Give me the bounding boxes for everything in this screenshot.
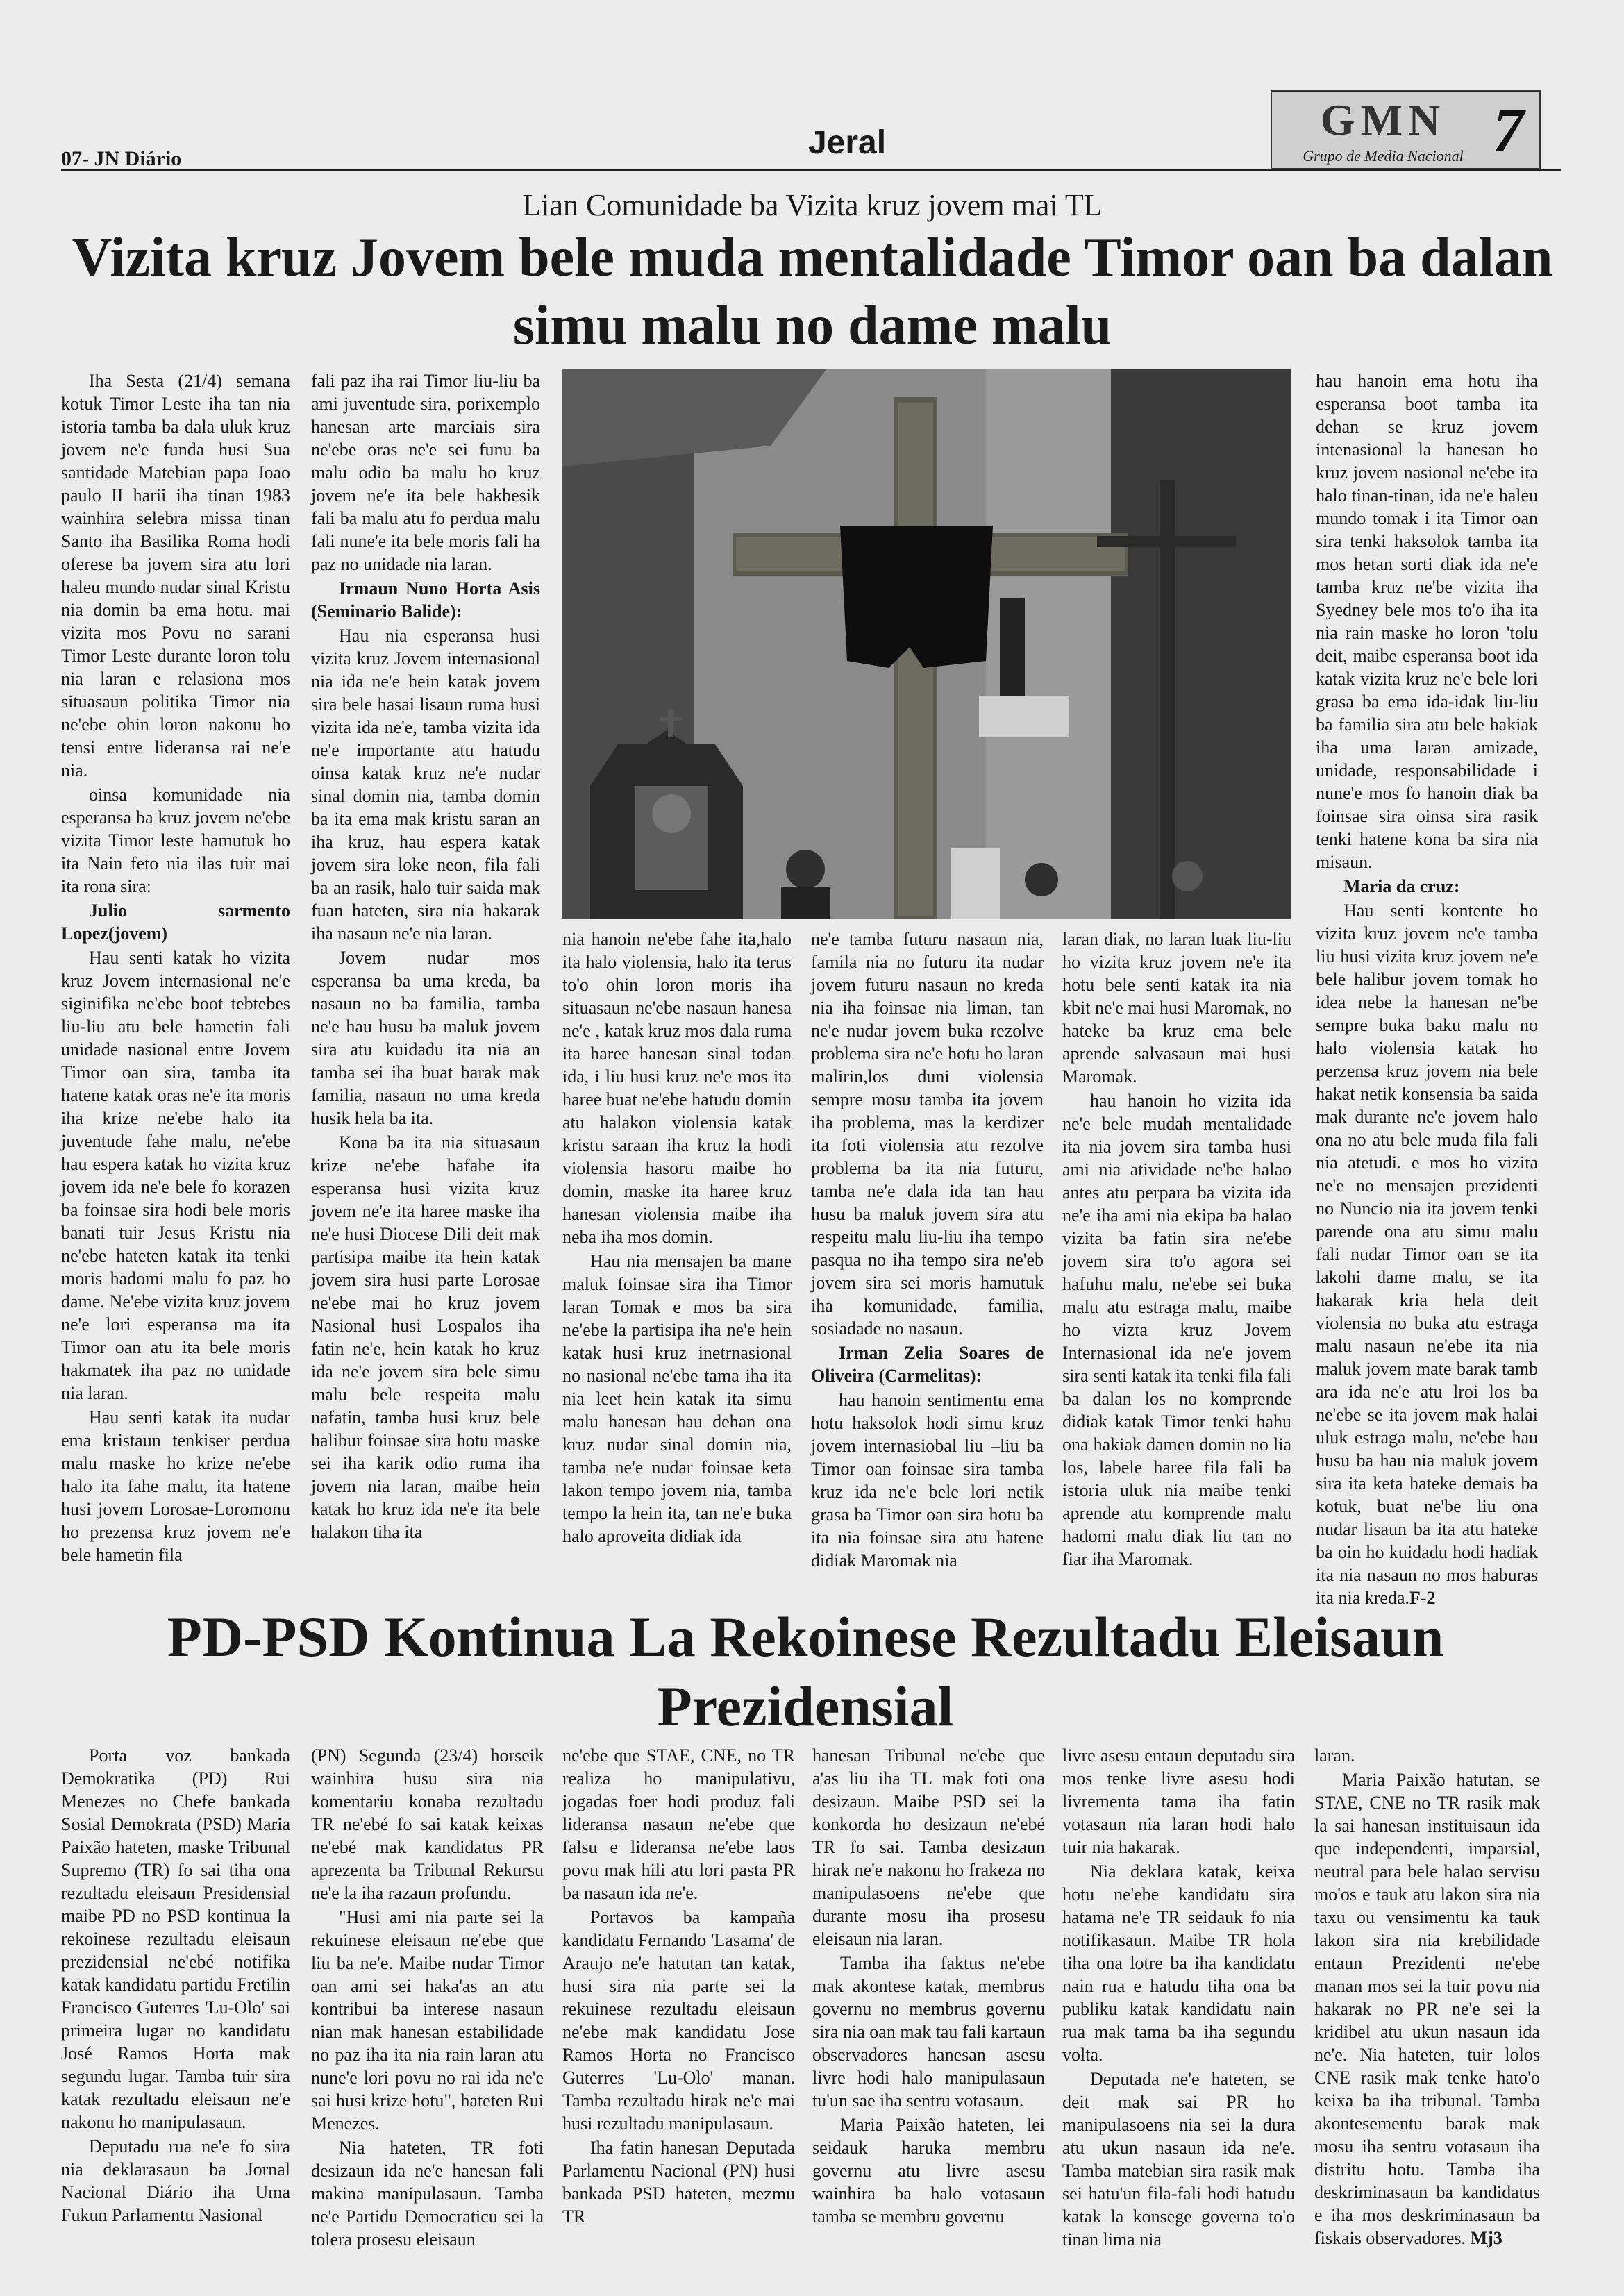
logo-subtitle: Grupo de Media Nacional (1303, 147, 1464, 165)
article1-column-4 (811, 928, 1044, 1573)
cross-photo (562, 369, 1291, 919)
paragraph: hau hanoin sentimentu ema hotu haksolok hodi simu kruz jovem internasiobal liu –liu ba Timor oan foinsae sira tamba kruz ida ne'e bele lori netik grasa ba Timor oan sira hotu ba ita nia foinsae sira atu hatene didiak Maromak nia (811, 1390, 1044, 1570)
paragraph: Nia hateten, TR foti desizaun ida ne'e hanesan fali makina manipulasaun. Tamba ne'e Partidu Democraticu sei la tolera prosesu eleisaun (311, 2138, 544, 2249)
paragraph: hau hanoin ho vizita ida ne'e bele mudah mentalidade ita nia jovem sira tamba husi ami nia atividade ne'be halao antes atu perpara ba vizita ida ne'e iha ami nia ekipa ba halao vizita ba fatin sira ne'ebe jovem sira to'o agora sei hafuhu malu, ne'ebe sei buka malu atu estraga malu, maibe ho vizta kruz Jovem Internasional ida ne'e jovem sira senti katak ita tenki fila fali ba dalan los no komprende didiak katak Timor tenki hahu ona hakiak damen domin no lia los, labele haree fila fali ba istoria uluk nia maibe tenki aprende atu komprende malu hadomi malu diak liu tan no fiar iha Maromak. (1062, 1091, 1291, 1569)
paragraph: Tamba iha faktus ne'ebe mak akontese katak, membrus governu no membrus governu sira nia oan mak tau fali kartaun observadores hanesan asesu livre hodi halo manipulasaun tu'un sae iha sentru votasaun. (812, 1953, 1045, 2111)
paragraph: fali paz iha rai Timor liu-liu ba ami juventude sira, porixemplo hanesan arte marciais sira ne'ebe oras ne'e sei funu ba malu odio ba malu ho kruz jovem ne'e ita bele hakbesik fali ba malu atu fo perdua malu fali nune'e ita bele moris fali ha paz no unidade nia laran. (311, 371, 540, 574)
article1-kicker: Lian Comunidade ba Vizita kruz jovem mai TL (522, 188, 1103, 222)
article1-column-5 (1062, 928, 1291, 1572)
article2-column-2 (311, 1744, 544, 2252)
article2-headline: PD-PSD Kontinua La Rekoinese Rezultadu Eleisaun Prezidensial (167, 1605, 1444, 1738)
paragraph-text: Maria Paixão hatutan, se STAE, CNE no TR rasik mak la sai hanesan instituisaun ida que independenti, imparsial, neutral para bele halao servisu mo'os e tauk atu lakon sira nia taxu ou vensimentu ka tauk lakon sira nia krebilidade entaun Prezidenti ne'ebe manan mos sei la tuir povu nia hakarak no PR ne'e sei la kridibel atu ukun nasaun ida ne'e. Nia hateten, tuir lolos CNE rasik mak tenke hato'o keixa ba iha tribunal. Tamba akontesementu barak mak mosu iha sentru votasaun iha distritu hotu. Tamba iha deskriminasaun ba kandidatus e iha mos deskriminasaun ba fiskais observadores. (1314, 1770, 1540, 2248)
paragraph: Hau nia esperansa husi vizita kruz Jovem internasional nia ida ne'e hein katak jovem sira bele hasai lisaun ruma husi vizita ida ne'e, tamba vizita ida ne'e importante atu hatudu oinsa katak kruz ne'e nudar sinal domin nia, tamba domin ba ita ema mak kristu saran an iha kruz, hau espera katak jovem sira loke neon, fila fali ba an rasik, halo tuir saida mak fuan hateten, sira nia hakarak iha nasaun ne'e nia laran. (311, 626, 540, 944)
paragraph: livre asesu entaun deputadu sira mos tenke livre asesu hodi livrementa tama iha fatin votasaun nia laran hodi halo tuir nia hakarak. (1062, 1745, 1295, 1857)
paragraph: Nia deklara katak, keixa hotu ne'ebe kandidatu sira hatama ne'e TR seidauk fo nia notifikasaun. Maibe TR hola tiha ona lotre ba iha kandidatu nain rua e hatudu tiha ona ba publiku katak kandidatu nain rua mak tama ba iha segundu volta. (1062, 1861, 1295, 2065)
byline: Irmaun Nuno Horta Asis (Seminario Balide): (311, 578, 540, 621)
article2-column-1 (61, 1744, 290, 2228)
paragraph: ne'e tamba futuru nasaun nia, famila nia no futuru ita nudar jovem futuru nasaun no kreda nia iha foinsae nia liman, tan ne'e nudar jovem buka rezolve problema sira ne'e hotu ho laran malirin,los duni violensia sempre mosu tamba ita jovem iha problema, mas la kerdizer ita foti violensia atu rezolve problema ba ita nia futuru, tamba ne'e dala ida tan hau husu ba maluk jovem sira atu respeitu malu liu-liu iha tempo pasqua no iha tempo sira ne'eb jovem sira sei moris hamutuk iha komunidade, familia, sosiadade no nasaun. (811, 929, 1044, 1339)
article1-headline: Vizita kruz Jovem bele muda mentalidade Timor oan ba dalan simu malu no dame malu (72, 227, 1553, 356)
logo-number: 7 (1493, 96, 1524, 165)
article1-column-3 (562, 928, 792, 1549)
paragraph: oinsa komunidade nia esperansa ba kruz jovem ne'ebe vizita Timor leste hamutuk ho ita Nain feto nia ilas tuir mai ita rona sira: (61, 785, 290, 896)
logo-text: GMN (1320, 95, 1446, 144)
cross-photo-image (562, 369, 1291, 919)
paragraph: laran diak, no laran luak liu-liu ho vizita kruz jovem ne'e ita hotu bele senti katak ita nia kbit ne'e mai husi Maromak, no hateke ba kruz ema bele aprende salvasaun mai husi Maromak. (1062, 929, 1291, 1087)
paragraph (1314, 1768, 1540, 2249)
article2-column-6 (1314, 1744, 1540, 2251)
paragraph: "Husi ami nia parte sei la rekuinese eleisaun ne'ebe que liu ba ne'e. Maibe nudar Timor oan ami sei haka'as an atu kontribui ba interese nasaun nian mak hanesan estabilidade no paz iha ita nia rain laran atu nune'e lori povu no rai ida ne'e sai husi krize hotu", hateten Rui Menezes. (311, 1907, 544, 2134)
paragraph: Kona ba ita nia situasaun krize ne'ebe hafahe ita esperansa husi vizita kruz jovem ne'e ita haree maske iha ne'e husi Diocese Dili deit mak partisipa maibe ita hein katak jovem sira husi parte Lorosae ne'ebe mai ho kruz jovem Nasional husi Lospalos iha fatin ne'e, hein katak ho kruz ida ne'e jovem sira bele simu malu bele respeita malu nafatin, tamba husi kruz bele halibur foinsae sira hotu maske sei iha karik odio ruma iha jovem nia laran, maibe hein katak ho kruz ida ne'e ita bele halakon tiha ita (311, 1132, 540, 1542)
paragraph: Iha fatin hanesan Deputada Parlamentu Nacional (PN) husi bankada PSD hateten, mezmu TR (562, 2138, 795, 2227)
page-label: 07- JN Diário (61, 147, 182, 170)
gmn-logo (1271, 90, 1541, 169)
article2-column-3 (562, 1744, 795, 2229)
paragraph (1316, 899, 1538, 1609)
article1-column-1 (61, 369, 290, 1568)
paragraph: Hau nia mensajen ba mane maluk foinsae sira iha Timor laran Tomak e mos ba sira ne'ebe la partisipa iha ne'e hein katak husi kruz inetrnasional no nasional ne'ebe tama iha ita nia leet hein katak ita simu malu hanesan hau dehan ona kruz nudar sinal domin nia, tamba ne'e nudar foinsae keta lakon tempo jovem nia, tamba tempo la hein ita, tan ne'e buka halo aproveita didiak ida (562, 1251, 792, 1546)
byline: Maria da cruz: (1343, 876, 1460, 896)
paragraph: hanesan Tribunal ne'ebe que a'as liu iha TL mak foti ona desizaun. Maibe PSD sei la konkorda ho desizaun ne'ebé TR fo sai. Tamba desizaun hirak ne'e nakonu ho frakeza no manipulasoens ne'ebe que durante mosu iha prosesu eleisaun nia laran. (812, 1745, 1045, 1949)
paragraph: Deputada ne'e hateten, se deit mak sai PR ho manipulasoens nia sei la dura atu ukun nasaun ida ne'e. Tamba matebian sira rasik mak sei hatu'un fila-fali hodi hatudu katak la konsege governa to'o tinan lima nia (1062, 2069, 1295, 2249)
paragraph: Iha Sesta (21/4) semana kotuk Timor Leste iha tan nia istoria tamba ba dala uluk kruz jovem ne'e funda husi Sua santidade Matebian papa Joao paulo II harii iha tinan 1983 wainhira selebra missa tinan Santo iha Basilika Roma hodi oferese ba jovem sira atu lori haleu mundo nudar sinal Kristu nia domin ba ema hotu. mai vizita mos Povu no sarani Timor Leste durante loron tolu nia laran e relasiona mos situasaun politika Timor nia ne'ebe ohin loron nakonu ho tensi entre lideransa rai ne'e nia. (61, 371, 290, 780)
paragraph: ne'ebe que STAE, CNE, no TR realiza ho manipulativu, jogadas foer hodi produz fali lideransa nasaun ne'ebe que falsu e lideransa ne'ebe laos povu mak hili atu lori pasta PR ba nasaun ida ne'e. (562, 1745, 795, 1903)
paragraph: Maria Paixão hateten, lei seidauk haruka membru governu atu livre asesu wainhira ba halo votasaun tamba se membru governu (812, 2115, 1045, 2227)
header-rule (61, 169, 1561, 171)
paragraph: (PN) Segunda (23/4) horseik wainhira husu sira nia komentariu konaba rezultadu TR ne'ebé fo sai katak keixas ne'ebé mak kandidatus PR aprezenta ba Tribunal Rekursu ne'e la iha razaun profundu. (311, 1745, 544, 1903)
paragraph: Jovem nudar mos esperansa ba uma kreda, ba nasaun no ba familia, tamba ne'e hau husu ba maluk jovem sira atu kuidadu ita nia an tamba sei iha buat barak mak familia, nasaun no uma kreda husik hela ba ita. (311, 948, 540, 1128)
article1-column-2 (311, 369, 540, 1545)
section-title: Jeral (807, 124, 887, 161)
byline: Julio sarmento Lopez(jovem) (61, 900, 290, 944)
article2-column-5 (1062, 1744, 1295, 2252)
paragraph: Deputadu rua ne'e fo sira nia deklarasaun ba Jornal Nacional Diário iha Uma Fukun Parlamentu Nasional (61, 2136, 290, 2225)
paragraph: hau hanoin ema hotu iha esperansa boot tamba ita dehan se kruz jovem intenasional la hanesan ho kruz jovem nasional ne'ebe ita halo tinan-tinan, ida ne'e haleu mundo tomak i ita Timor oan sira tenki haksolok tamba ita mos hetan sorti diak ida ne'e tamba kruz ne'be vizita iha Syedney bele mos to'o iha ita nia rain maske ho loron 'tolu deit, maibe esperansa boot ida katak vizita kruz ne'e bele lori grasa ba ema ida-idak liu-liu ba familia sira atu bele hakiak iha uma laran amizade, unidade, responsabilidade i nune'e mos fo hanoin diak ba foinsae sira oinsa sira rasik tenki hatene kona ba sira nia misaun. (1316, 371, 1538, 872)
paragraph: Porta voz bankada Demokratika (PD) Rui Menezes no Chefe bankada Sosial Demokrata (PSD) Maria Paixão hateten, maske Tribunal Supremo (TR) fo sai tiha ona rezultadu eleisaun Presidensial maibe PD no PSD kontinua la rekoinese rezultadu eleisaun prezidensial ne'ebé notifika katak kandidatu partidu Fretilin Francisco Guterres 'Lu-Olo' sai primeira lugar no kandidatu José Ramos Horta mak segundu lugar. Tamba tuir sira katak rezultadu eleisaun ne'e nakonu ho manipulasaun. (61, 1745, 290, 2132)
signoff: F-2 (1409, 1588, 1436, 1608)
paragraph: nia hanoin ne'ebe fahe ita,halo ita halo violensia, halo ita terus to'o ohin loron moris iha situasaun ne'ebe nasaun hanesa ne'e , katak kruz mos dala ruma ita haree hanesan sinal todan ida, i liu husi kruz ne'e mos ita haree buat ne'ebe hatudu domin atu halakon violensia katak kristu saraan iha kruz la hodi violensia hasoru maibe ho domin, maske ita haree kruz hanesan violensia maibe iha neba iha mos domin. (562, 929, 792, 1247)
byline: Irman Zelia Soares de Oliveira (Carmelitas): (811, 1343, 1044, 1386)
article1-column-6 (1316, 369, 1538, 1611)
paragraph: Hau senti katak ita nudar ema kristaun tenkiser perdua malu maske ho krize ne'ebe halo ita fahe malu, ita hatene husi jovem Lorosae-Loromonu ho prezensa kruz jovem ne'e bele hametin fila (61, 1407, 290, 1565)
paragraph: laran. (1314, 1745, 1355, 1766)
paragraph-text: Hau senti kontente ho vizita kruz jovem ne'e tamba liu husi vizita kruz jovem ne'e bele halibur jovem tomak ho idea nebe la hanesan ne'be sempre buka baku malu no halo violensia katak ho perzensa kruz jovem nia bele hakat netik konsensia ba saida mak durante ne'e jovem halo ona no atu bele muda fila fali nia atetudi. e mos ho vizita ne'e no mensajen prezidenti no Nuncio nia ita jovem tenki parende ona atu simu malu fali nudar Timor oan se ita lakohi dame malu, se ita hakarak kria hela deit violensia no buka atu estraga malu nasaun ne'ebe ita nia maluk jovem mate barak tamb ara ida ne'e atu lroi los ba ne'ebe se ita jovem mak halai uluk estraga malu, ne'ebe hau husu ba hau nia maluk jovem sira ita keta hateke demais ba kotuk, buat ne'be liu ona nudar lisaun ba ita atu hateke ba oin ho kuidadu hodi hadiak ita nia nasaun no mos haburas ita nia kreda. (1316, 900, 1538, 1608)
article2-column-4 (812, 1744, 1045, 2229)
paragraph: Portavos ba kampaña kandidatu Fernando 'Lasama' de Araujo ne'e hatutan tan katak, husi sira nia parte sei la rekuinese rezultadu eleisaun ne'ebe mak kandidatu Jose Ramos Horta no Francisco Guterres 'Lu-Olo' manan. Tamba rezultadu hirak ne'e mai husi rezultadu manipulasaun. (562, 1907, 795, 2134)
signoff: Mj3 (1470, 2228, 1502, 2248)
paragraph: Hau senti katak ho vizita kruz Jovem internasional ne'e siginifika ne'ebe boot tebtebes liu-liu atu bele hametin fali unidade nasional entre Jovem Timor oan sira, tamba ita hatene katak oras ne'e ita moris iha krize ne'ebe halo ita juventude fahe malu, ne'ebe hau espera katak ho vizita kruz jovem ida ne'e bele fo korazen ba foinsae sira hodi bele moris banati tuir Jesus Kristu nia ne'ebe hateten katak ita tenki moris hadomi malu fo paz ho dame. Ne'ebe vizita kruz jovem ne'e lori esperansa ma ita Timor oan atu ita bele moris hakmatek iha paz no unidade nia laran. (61, 948, 290, 1403)
